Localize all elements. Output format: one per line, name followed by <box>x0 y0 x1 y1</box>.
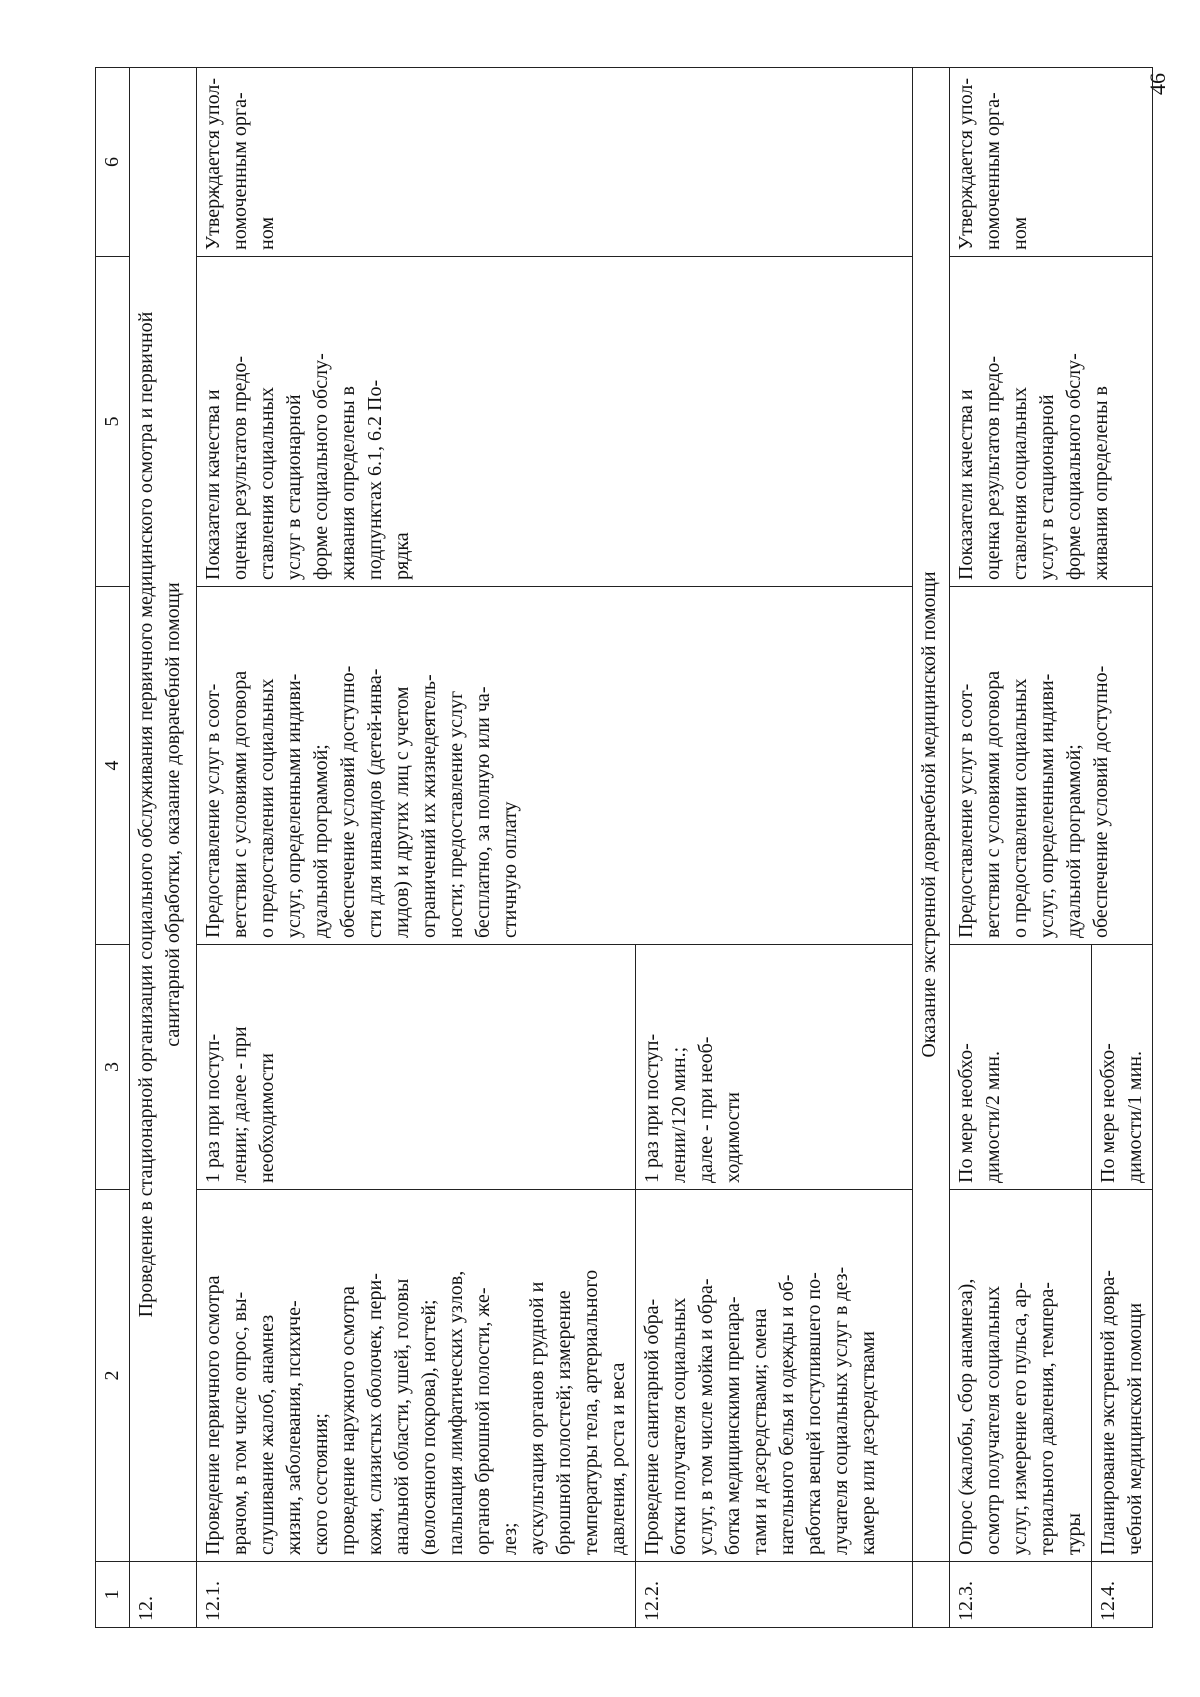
text-line: 1 раз при поступ- <box>202 1033 224 1183</box>
row-number: 12.2. <box>636 1562 913 1628</box>
text-line: услуг, определенными индиви- <box>283 673 305 938</box>
row-number: 12.3. <box>950 1562 1092 1628</box>
text-line: ограничений их жизнедеятель- <box>418 674 440 938</box>
text-line: услуг, определенными индиви- <box>1036 673 1058 938</box>
conditions-cell <box>197 587 913 945</box>
text-line: жизни, заболевания, психиче- <box>283 1300 305 1555</box>
text-line: Утверждается упол- <box>202 78 224 250</box>
column-number-6: 6 <box>96 68 130 257</box>
text-line: камере или дезсредствами <box>857 1331 879 1555</box>
column-number-4: 4 <box>96 587 130 945</box>
text-line: ветствии с условиями договора <box>229 670 251 938</box>
text-line: 1 раз при поступ- <box>641 1033 663 1183</box>
text-line: форме социального обслу- <box>1063 353 1085 580</box>
text-line: териального давления, темпера- <box>1036 1282 1058 1555</box>
service-name-cell <box>197 1190 636 1562</box>
text-line: стичную оплату <box>499 801 521 938</box>
section-emergency-header <box>913 68 950 1628</box>
text-line: врачом, в том числе опрос, вы- <box>229 1291 251 1555</box>
text-line: бесплатно, за полную или ча- <box>472 686 494 938</box>
text-line: температуры тела, артериального <box>580 1269 602 1555</box>
text-line: брюшной полостей; измерение <box>553 1290 575 1555</box>
text-line: Предоставление услуг в соот- <box>202 683 224 938</box>
frequency-cell <box>636 945 913 1190</box>
text-line: Предоставление услуг в соот- <box>955 683 977 938</box>
column-number-row <box>96 68 130 1628</box>
text-line: необходимости <box>256 1052 278 1183</box>
text-line: форме социального обслу- <box>310 353 332 580</box>
text-line: По мере необхо- <box>1097 1043 1119 1183</box>
text-line: лении/120 мин.; <box>668 1046 690 1183</box>
service-name-cell <box>636 1190 913 1562</box>
section-12-number: 12. <box>130 1562 197 1628</box>
text-line: органов брюшной полости, же- <box>472 1287 494 1555</box>
text-line: слушивание жалоб, анамнез <box>256 1314 278 1555</box>
text-line: номоченным орга- <box>229 92 251 250</box>
rotated-page <box>95 68 1146 1628</box>
row-number: 12.4. <box>1092 1562 1153 1628</box>
text-line: осмотр получателя социальных <box>982 1286 1004 1555</box>
text-line: Показатели качества и <box>202 389 224 580</box>
service-name-cell <box>1092 1190 1153 1562</box>
text-line: По мере необхо- <box>955 1043 977 1183</box>
text-line: оценка результатов предо- <box>982 355 1004 580</box>
frequency-cell <box>1092 945 1153 1190</box>
text-line: Проведение санитарной обра- <box>641 1298 663 1555</box>
text-line: кожи, слизистых оболочек, пери- <box>364 1273 386 1555</box>
column-number-5: 5 <box>96 257 130 587</box>
frequency-cell <box>950 945 1092 1190</box>
text-line: живания определены в <box>337 386 359 580</box>
text-line: нательного белья и одежды и об- <box>776 1274 798 1555</box>
text-line: давления, роста и веса <box>607 1362 629 1555</box>
text-line: лез; <box>499 1522 521 1555</box>
text-line: Проведение первичного осмотра <box>202 1275 224 1555</box>
quality-indicators-cell <box>197 257 913 587</box>
text-line: ставления социальных <box>256 387 278 580</box>
text-line: оценка результатов предо- <box>229 355 251 580</box>
text-line: ботки получателя социальных <box>668 1297 690 1555</box>
text-line: подпунктах 6.1, 6.2 По- <box>364 379 386 580</box>
text-line: дуальной программой; <box>310 744 332 938</box>
text-line: ном <box>1009 217 1031 250</box>
text-line: чебной медицинской помощи <box>1124 1302 1146 1555</box>
text-line: анальной области, ушей, головы <box>391 1278 413 1555</box>
text-line: живания определены в <box>1090 386 1112 580</box>
quality-indicators-cell <box>950 257 1153 587</box>
text-line: димости/1 мин. <box>1124 1051 1146 1183</box>
column-number-2: 2 <box>96 1190 130 1562</box>
text-line: ходимости <box>722 1091 744 1183</box>
text-line: димости/2 мин. <box>982 1051 1004 1183</box>
text-line: (волосяного покрова), ногтей; <box>418 1299 440 1555</box>
text-line: ботка медицинскими препара- <box>722 1296 744 1555</box>
text-line: услуг, измерение его пульса, ар- <box>1009 1282 1031 1555</box>
section-12-title-line: санитарной обработки, оказание доврачебной помощи <box>162 582 184 1047</box>
text-line: ности; предоставление услуг <box>445 690 467 938</box>
approval-cell <box>950 68 1153 257</box>
table-row-12-3 <box>950 68 1092 1628</box>
text-line: ского состояния; <box>310 1413 332 1555</box>
column-number-1: 1 <box>96 1562 130 1628</box>
text-line: лении; далее - при <box>229 1026 251 1183</box>
text-line: номоченным орга- <box>982 92 1004 250</box>
text-line: Планирование экстренной довра- <box>1097 1270 1119 1555</box>
row-number: 12.1. <box>197 1562 636 1628</box>
section-emergency-number-cell <box>913 1562 950 1628</box>
section-12-title-line: Проведение в стационарной организации социального обслуживания первичного медицинского осмотра и первичной <box>135 311 157 1318</box>
section-12-header <box>130 68 197 1628</box>
services-table <box>95 67 1153 1628</box>
text-line: о предоставлении социальных <box>1009 678 1031 938</box>
text-line: аускультация органов грудной и <box>526 1281 548 1555</box>
text-line: рядка <box>391 532 413 580</box>
text-line: тами и дезсредствами; смена <box>749 1308 771 1555</box>
text-line: пальпация лимфатических узлов, <box>445 1270 467 1555</box>
text-line: Показатели качества и <box>955 389 977 580</box>
text-line: Утверждается упол- <box>955 78 977 250</box>
text-line: проведение наружного осмотра <box>337 1286 359 1555</box>
section-emergency-title: Оказание экстренной доврачебной медицинской помощи <box>913 68 950 1562</box>
text-line: обеспечение условий доступно- <box>1090 665 1112 938</box>
text-line: далее - при необ- <box>695 1036 717 1183</box>
text-line: работка вещей поступившего по- <box>803 1272 825 1555</box>
column-number-3: 3 <box>96 945 130 1190</box>
table-row-12-1 <box>197 68 636 1628</box>
text-line: лидов) и других лиц с учетом <box>391 686 413 938</box>
text-line: ставления социальных <box>1009 387 1031 580</box>
page-number: 46 <box>1145 73 1170 95</box>
text-line: дуальной программой; <box>1063 744 1085 938</box>
text-line: обеспечение условий доступно- <box>337 665 359 938</box>
text-line: ветствии с условиями договора <box>982 670 1004 938</box>
text-line: о предоставлении социальных <box>256 678 278 938</box>
frequency-cell <box>197 945 636 1190</box>
text-line: лучателя социальных услуг в дез- <box>830 1266 852 1555</box>
text-line: сти для инвалидов (детей-инва- <box>364 668 386 938</box>
section-12-title <box>130 68 197 1562</box>
text-line: туры <box>1063 1513 1085 1555</box>
text-line: услуг, в том числе мойка и обра- <box>695 1278 717 1555</box>
text-line: услуг в стационарной <box>283 394 305 580</box>
text-line: услуг в стационарной <box>1036 394 1058 580</box>
text-line: ном <box>256 217 278 250</box>
service-name-cell <box>950 1190 1092 1562</box>
conditions-cell <box>950 587 1153 945</box>
approval-cell <box>197 68 913 257</box>
text-line: Опрос (жалобы, сбор анамнеза), <box>955 1278 977 1555</box>
